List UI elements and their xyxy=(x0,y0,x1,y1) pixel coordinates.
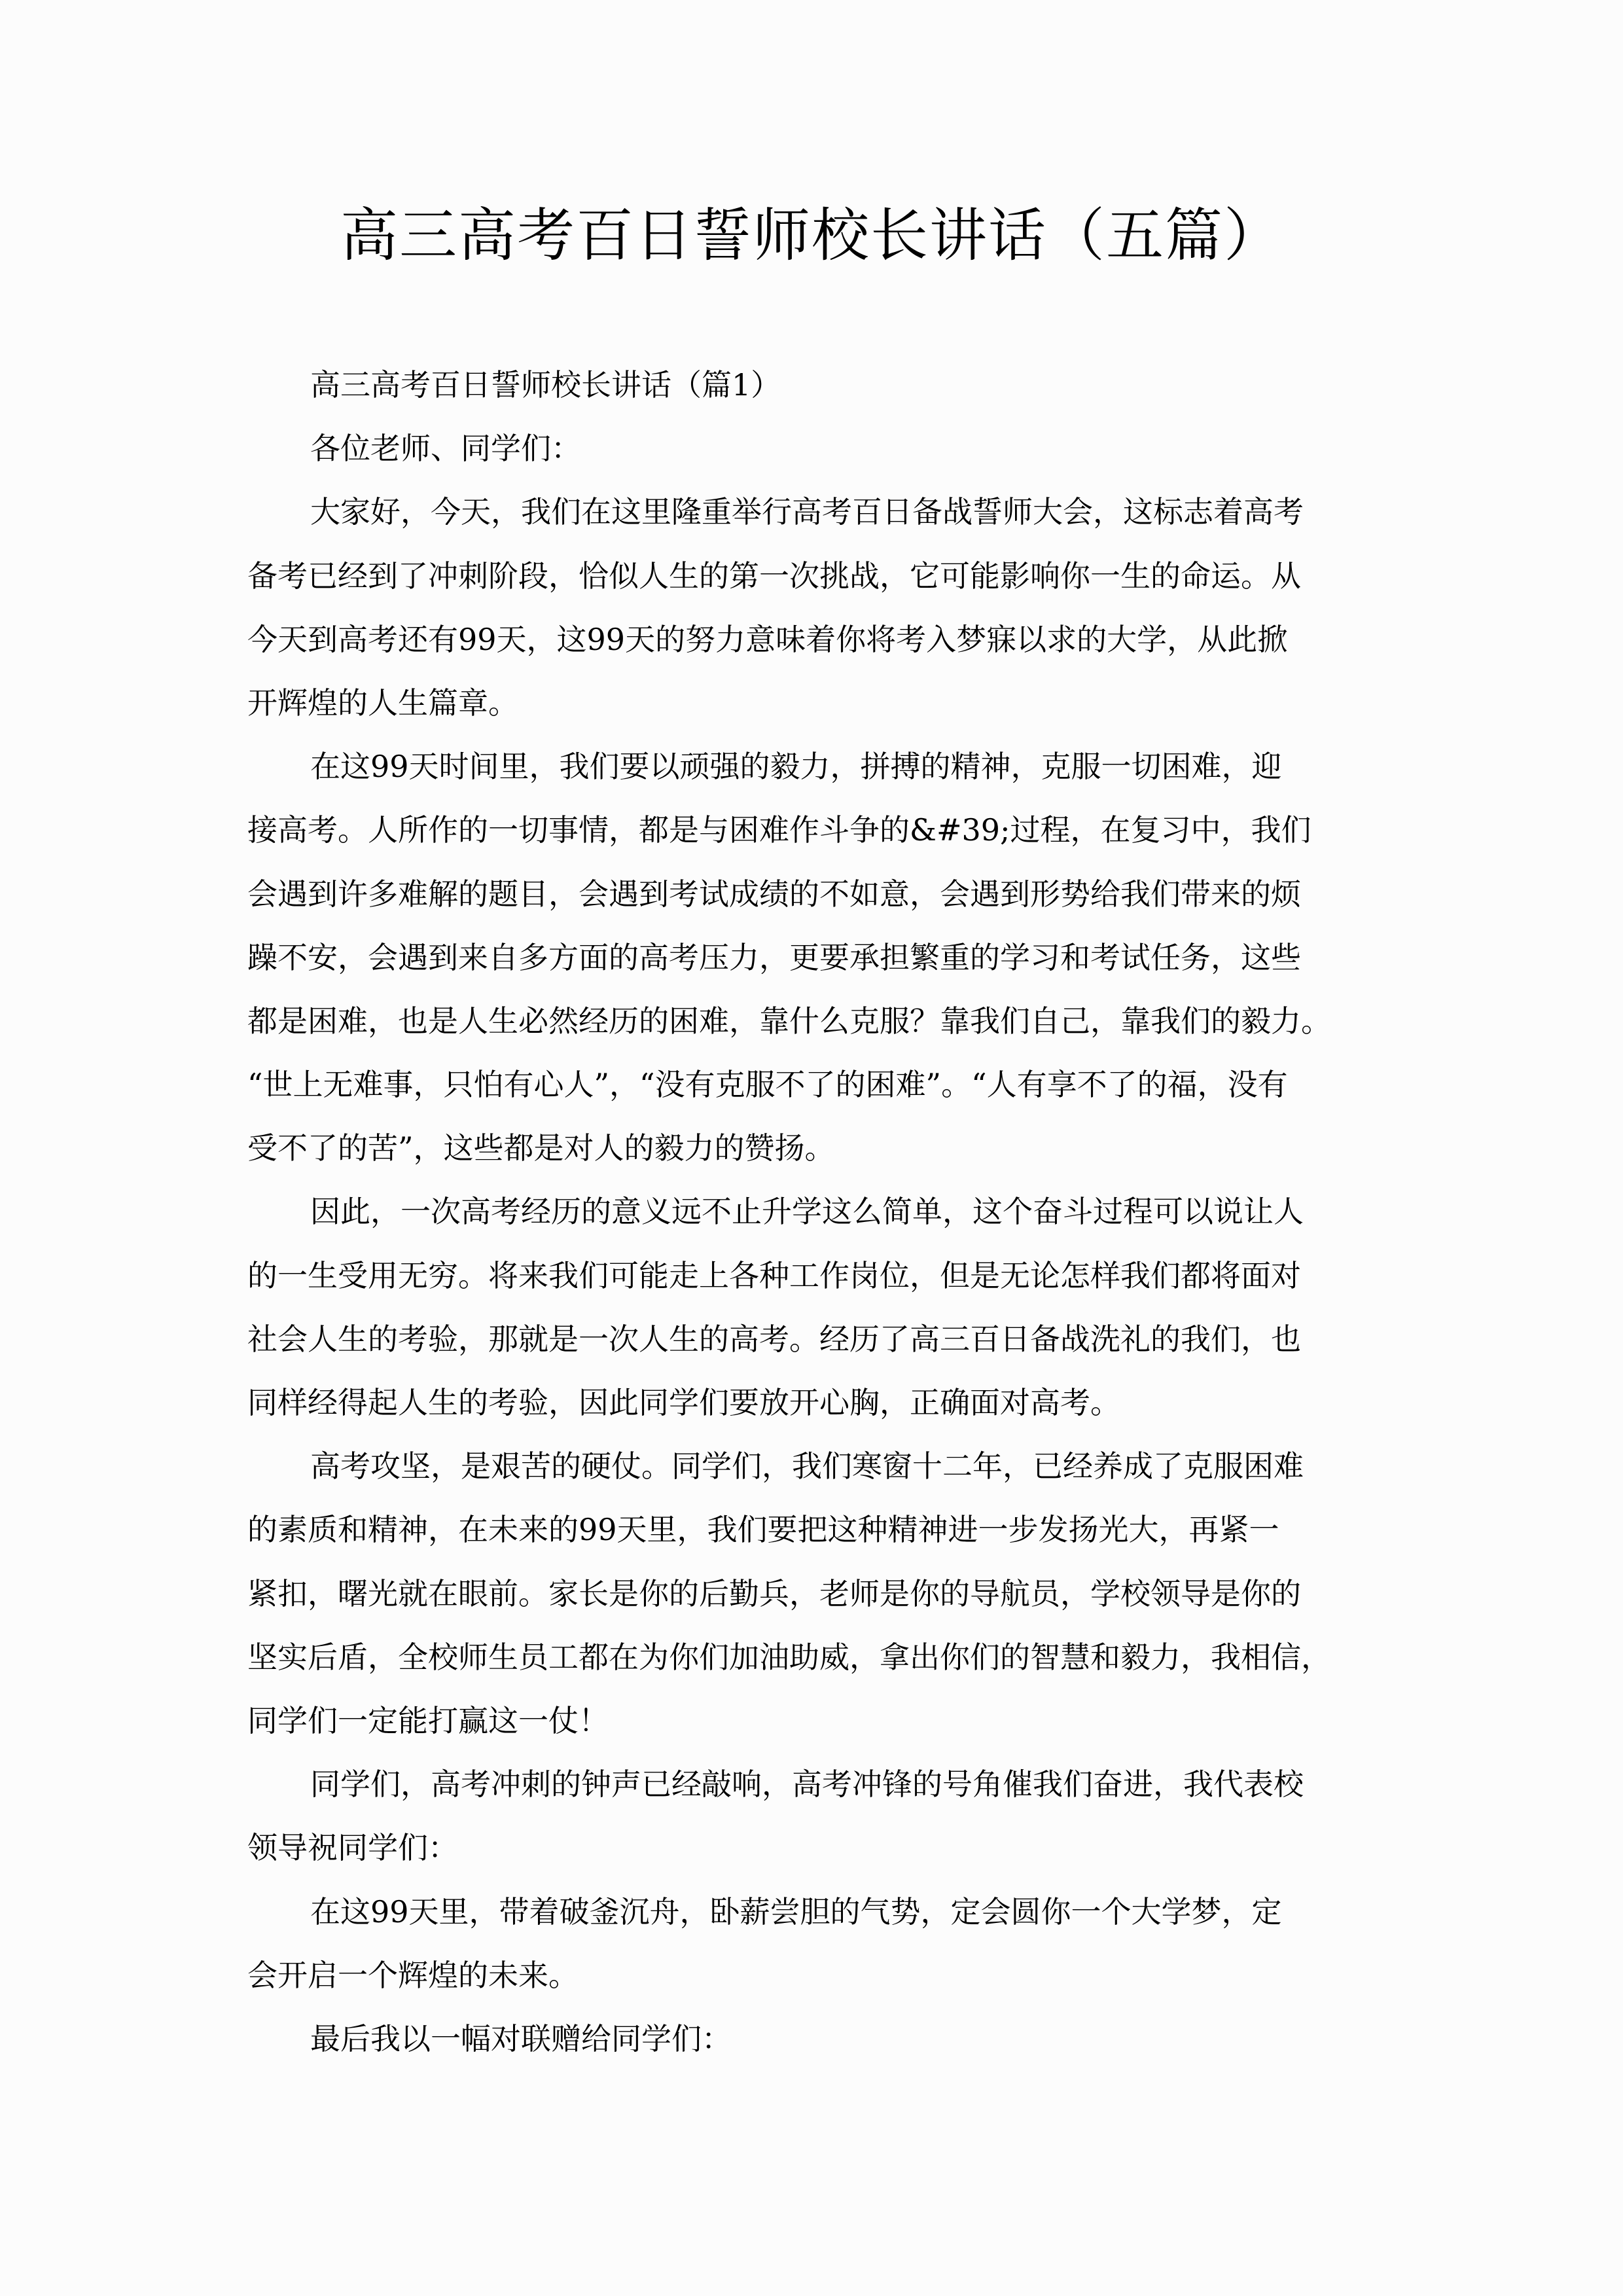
paragraph-line: 领导祝同学们： xyxy=(247,1830,458,1866)
paragraph-line: 在这99天里，带着破釜沉舟，卧薪尝胆的气势，定会圆你一个大学梦，定 xyxy=(310,1893,1282,1929)
paragraph-line: 高考攻坚，是艰苦的硬仗。同学们，我们寒窗十二年，已经养成了克服困难 xyxy=(310,1448,1304,1484)
paragraph-line: 会遇到许多难解的题目，会遇到考试成绩的不如意，会遇到形势给我们带来的烦 xyxy=(247,876,1301,912)
paragraph-line: 接高考。人所作的一切事情，都是与困难作斗争的&#39;过程，在复习中，我们 xyxy=(247,812,1311,848)
paragraph-line: 因此，一次高考经历的意义远不止升学这么简单，这个奋斗过程可以说让人 xyxy=(310,1194,1304,1230)
paragraph-line: 备考已经到了冲刺阶段，恰似人生的第一次挑战，它可能影响你一生的命运。从 xyxy=(247,558,1301,594)
paragraph xyxy=(247,1180,1386,1435)
paragraph-line: 的素质和精神，在未来的99天里，我们要把这种精神进一步发扬光大，再紧一 xyxy=(247,1512,1279,1548)
paragraph-line: 躁不安，会遇到来自多方面的高考压力，更要承担繁重的学习和考试任务，这些 xyxy=(247,939,1301,975)
paragraph-line: 同学们一定能打赢这一仗！ xyxy=(247,1702,609,1738)
paragraph-line: 都是困难，也是人生必然经历的困难，靠什么克服？靠我们自己，靠我们的毅力。 xyxy=(247,1003,1331,1039)
paragraph-line: 的一生受用无穷。将来我们可能走上各种工作岗位，但是无论怎样我们都将面对 xyxy=(247,1257,1301,1293)
paragraph-line: 坚实后盾，全校师生员工都在为你们加油助威，拿出你们的智慧和毅力，我相信， xyxy=(247,1639,1331,1675)
paragraph xyxy=(247,1753,1386,1880)
document-body xyxy=(247,353,1386,2071)
paragraph-line: 社会人生的考验，那就是一次人生的高考。经历了高三百日备战洗礼的我们，也 xyxy=(247,1321,1301,1357)
paragraph-line: 开辉煌的人生篇章。 xyxy=(247,685,518,721)
paragraph-line: 今天到高考还有99天，这99天的努力意味着你将考入梦寐以求的大学，从此掀 xyxy=(247,621,1288,657)
paragraph-line: 同样经得起人生的考验，因此同学们要放开心胸，正确面对高考。 xyxy=(247,1385,1120,1420)
salutation: 各位老师、同学们： xyxy=(310,431,581,467)
paragraph-line: “世上无难事，只怕有心人”，“没有克服不了的困难”。“人有享不了的福，没有 xyxy=(247,1067,1288,1103)
paragraph xyxy=(247,1880,1386,2007)
document-title: 高三高考百日誓师校长讲话（五篇） xyxy=(340,202,1283,269)
paragraph-line: 在这99天时间里，我们要以顽强的毅力，拼搏的精神，克服一切困难，迎 xyxy=(310,749,1282,785)
paragraph xyxy=(247,735,1386,1180)
paragraph xyxy=(247,2007,1386,2071)
paragraph-line: 大家好，今天，我们在这里隆重举行高考百日备战誓师大会，这标志着高考 xyxy=(310,494,1304,530)
section-heading: 高三高考百日誓师校长讲话（篇1） xyxy=(310,367,781,403)
paragraph-line: 受不了的苦”，这些都是对人的毅力的赞扬。 xyxy=(247,1130,835,1166)
paragraph-line: 最后我以一幅对联赠给同学们： xyxy=(310,2020,732,2056)
paragraph xyxy=(247,1435,1386,1753)
paragraph xyxy=(247,480,1386,735)
paragraph-line: 会开启一个辉煌的未来。 xyxy=(247,1957,579,1993)
paragraph-line: 同学们，高考冲刺的钟声已经敲响，高考冲锋的号角催我们奋进，我代表校 xyxy=(310,1767,1304,1803)
paragraph-line: 紧扣，曙光就在眼前。家长是你的后勤兵，老师是你的导航员，学校领导是你的 xyxy=(247,1575,1301,1611)
